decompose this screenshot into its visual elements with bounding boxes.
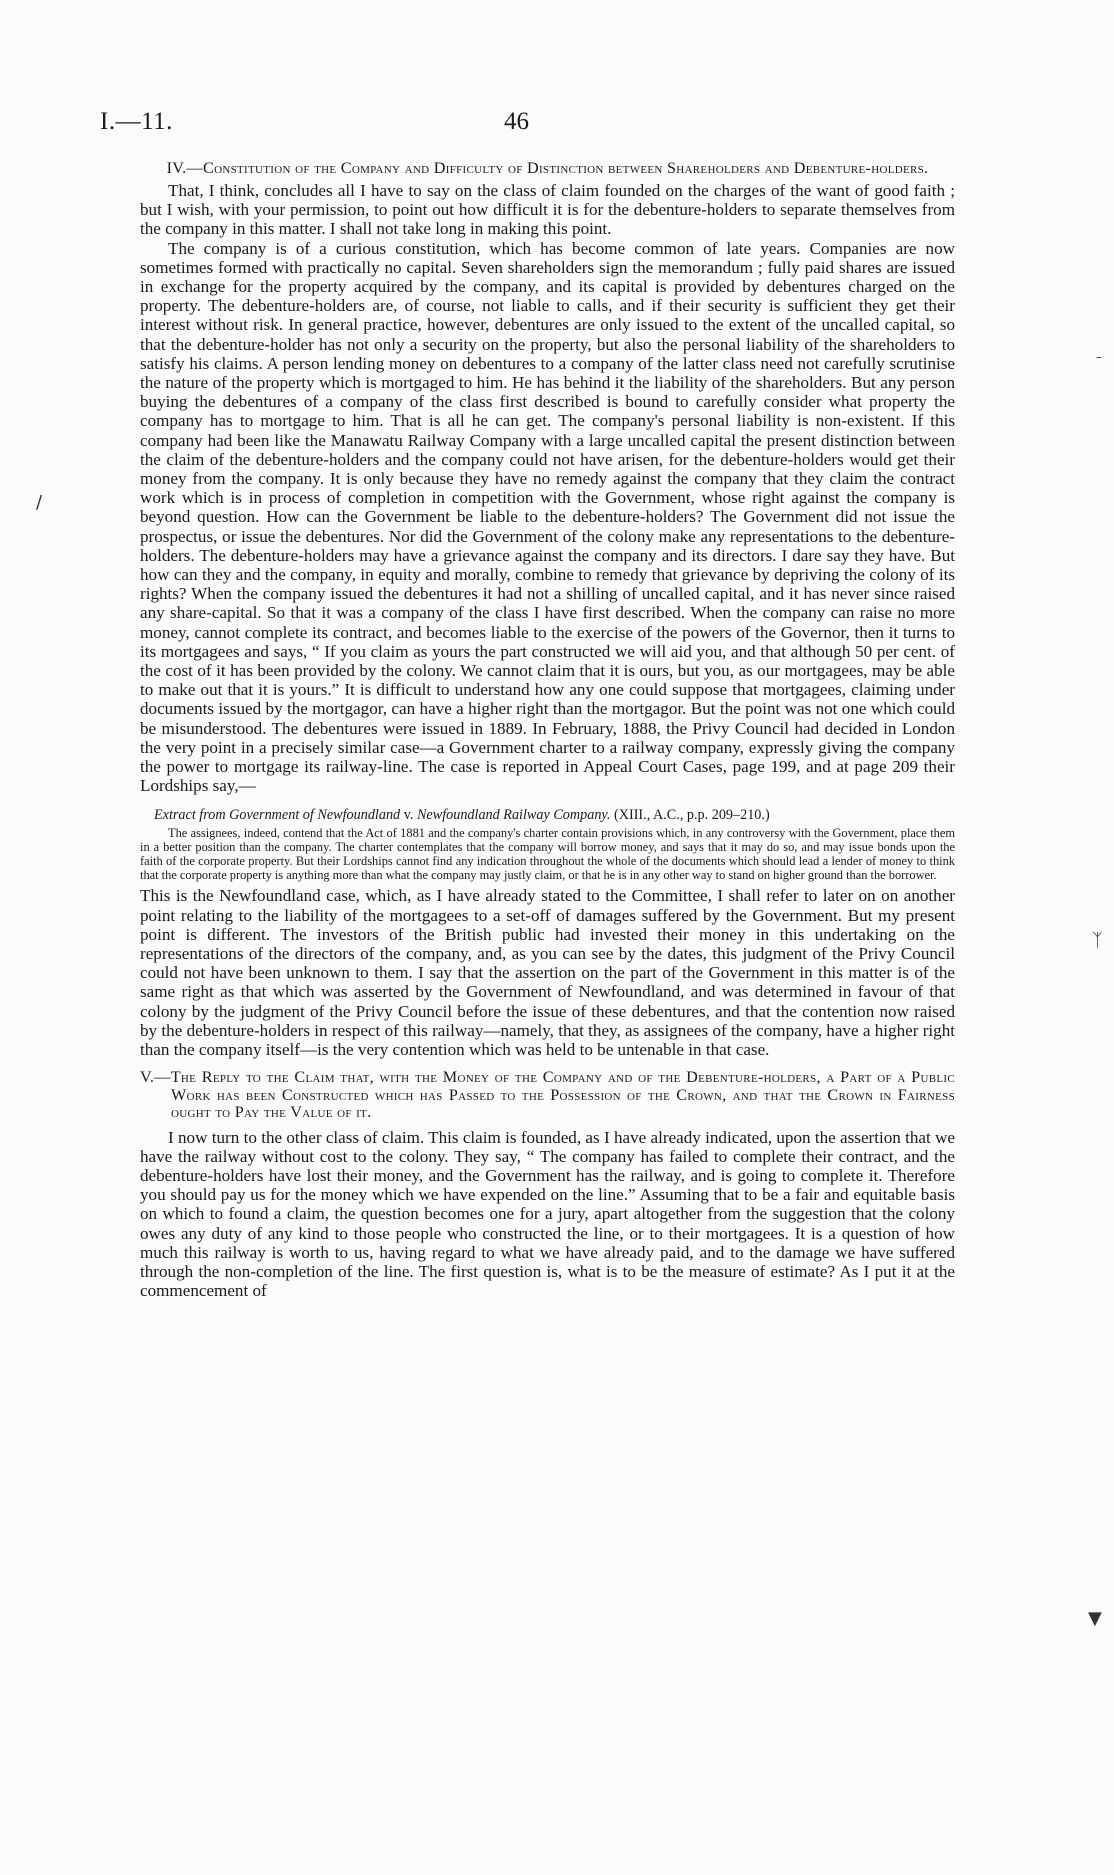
section-iv-paragraph-1: That, I think, concludes all I have to say on the class of claim founded on the charges of the want of good faith ; but I wish, with your permission, to point out how difficult it is for the debenture-holders to separate themselves from the company in this matter. I shall not take long in making this point. [140, 181, 955, 239]
margin-pin-mark-lower: ▼ [1088, 1608, 1102, 1629]
extract-title-part-2: Newfoundland Railway Company. [416, 806, 611, 823]
section-iv-paragraph-2: The company is of a curious constitution, which has become common of late years. Companies are now sometimes formed with practically no capital. Seven shareholders sign the memorandum ; fully paid shares are issued in exchange for the property acquired by the company, and its capital is provided by debentures charged on the property. The debenture-holders are, of course, not liable to calls, and if their security is sufficient they get their interest without risk. In general practice, however, debentures are only issued to the extent of the uncalled capital, so that the debenture-holder has not only a security on the property, but also the personal liability of the shareholders to satisfy his claims. A person lending money on debentures to a company of the latter class need not carefully scrutinise the nature of the property which is mortgaged to him. He has behind it the liability of the shareholders. But any person buying the debentures of a company of the class first described is bound to carefully consider what property the company has to mortgage to him. That is all he can get. The company's personal liability is non-existent. If this company had been like the Manawatu Railway Company with a large uncalled capital the present distinction between the claim of the debenture-holders and the company could not have arisen, for the debenture-holders would get their money from the company. It is only because they have no remedy against the company that they claim the contract work which is in process of completion in competition with the Government, whose right against the company is beyond question. How can the Government be liable to the debenture-holders? The Government did not issue the prospectus, or issue the debentures. Nor did the Government of the colony make any representations to the debenture-holders. The debenture-holders may have a grievance against the company and its directors. I dare say they have. But how can they and the company, in equity and morally, combine to remedy that grievance by depriving the colony of its rights? When the company issued the debentures it had not a shilling of uncalled capital, and it has never since raised any share-capital. So that it was a company of the class I have first described. When the company can raise no more money, cannot complete its contract, and becomes liable to the exercise of the powers of the Governor, then it turns to its mortgagees and says, “ If you claim as yours the part constructed we will aid you, and that although 50 per cent. of the cost of it has been provided by the colony. We cannot claim that it is ours, but you, as our mortgagees, may be able to make out that it is yours.” It is difficult to understand how any one could suppose that mortgagees, claiming under documents issued by the mortgagor, can have a higher right than the mortgagor. But the point was not one which could be misunderstood. The debentures were issued in 1889. In February, 1888, the Privy Council had decided in London the very point in a precisely similar case—a Government charter to a railway company, expressly giving the company the power to mortgage its railway-line. The case is reported in Appeal Court Cases, page 199, and at page 209 their Lordships say,— [140, 238, 955, 796]
section-v-paragraph-1: I now turn to the other class of claim. This claim is founded, as I have already indicated, upon the assertion that we have the railway without cost to the colony. They say, “ The company has failed to complete their contract, and the debenture-holders have lost their money, and the Government has the railway, and is going to complete it. Therefore you should pay us for the money which we have expended on the line.” Assuming that to be a fair and equitable basis on which to found a claim, the question becomes one for a jury, apart altogether from the suggestion that the colony owes any duty of any kind to those people who constructed the line, or to their mortgagees. It is a question of how much this railway is worth to us, having regard to what we have already paid, and to the damage we have suffered through the non-completion of the line. The first question is, what is to be the measure of estimate? As I put it at the commencement of [140, 1127, 955, 1301]
extract-title-versus: v. [400, 806, 417, 823]
margin-dash-mark: – [1096, 350, 1102, 364]
page-body [140, 160, 955, 1300]
extract-title-part-1: Extract from Government of Newfoundland [154, 806, 401, 823]
section-v-heading: V.—The Reply to the Claim that, with the Money of the Company and of the Debenture-holders, a Part of a Public Work has been Constructed which has Passed to the Possession of the Crown, and that the Crown in Fairness ought to Pay the Value of it. [140, 1068, 955, 1122]
page-number: 46 [504, 108, 529, 135]
extract-quotation: The assignees, indeed, contend that the Act of 1881 and the company's charter contain provisions which, in any controversy with the Government, place them in a better position than the company. The charter contemplates that the company will borrow money, and says that it may do so, and may issue bonds upon the faith of the corporate property. But their Lordships cannot find any indication throughout the whole of the documents which should lead a lender of money to think that the corporate property is anything more than what the company may justly claim, or that he is in any other way to stand on higher ground than the borrower. [140, 825, 955, 883]
section-iv-paragraph-3: This is the Newfoundland case, which, as I have already stated to the Committee, I shall refer to later on on another point relating to the liability of the mortgagees to a set-off of damages suffered by the Government. But my present point is different. The investors of the British public had invested their money in this undertaking on the representations of the directors of the company, and, as you can see by the dates, this judgment of the Privy Council could not have been unknown to them. I say that the assertion on the part of the Government in this matter is of the same right as that which was asserted by the Government of Newfoundland, and was determined in favour of that colony by the judgment of the Privy Council before the issue of these debentures, and that the contention now raised by the debenture-holders in respect of this railway—namely, that they, as assignees of the company, have a higher right than the company itself—is the very contention which was held to be untenable in that case. [140, 886, 955, 1059]
extract-title [140, 806, 955, 824]
extract-title-reference: (XIII., A.C., p.p. 209–210.) [610, 806, 770, 823]
section-iv-heading: IV.—Constitution of the Company and Difficulty of Distinction between Shareholders and Debenture-holders. [166, 159, 929, 177]
parliamentary-paper-series: I.—11. [100, 108, 173, 135]
margin-tick-mark: / [36, 492, 43, 513]
margin-pin-mark: ᛉ [1092, 930, 1103, 951]
